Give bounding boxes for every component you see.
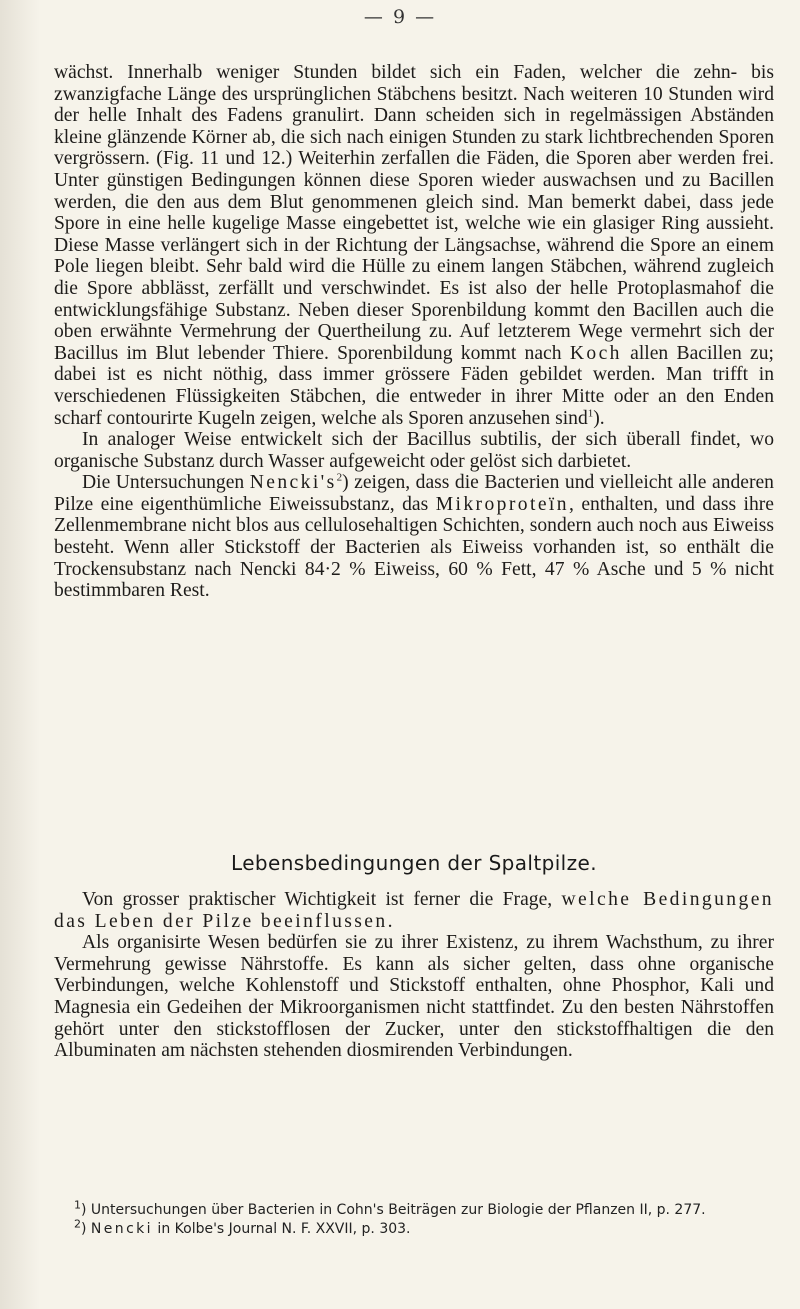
paragraph-text: Von grosser praktischer Wichtigkeit ist ferner die Frage, <box>82 889 553 910</box>
section-heading: Lebensbedingungen der Spaltpilze. <box>231 851 597 875</box>
term-mikroprotein: Mikroproteïn <box>435 493 569 515</box>
paragraph-text: wächst. Innerhalb weniger Stunden bildet sich ein Faden, welcher die zehn- bis zwanzigfache Länge des ursprünglichen Stäbchens besitzt. Nach weiteren 10 Stunden wird der helle Inhalt des Fadens granulirt. Dann scheiden sich in regelmässigen Abständen kleine glänzende Körner ab, die sich nach einigen Stunden zu stark lichtbrechenden Sporen vergrössern. (Fig. 11 und 12.) Weiterhin zerfallen die Fäden, die Sporen aber werden frei. Unter günstigen Bedingungen können diese Sporen wieder auswachsen und zu Bacillen werden, die den aus dem Blut genommenen gleich sind. Man bemerkt dabei, dass jede Spore in eine helle kugelige Masse eingebettet ist, welche wie ein glasiger Ring aussieht. Diese Masse verlängert sich in der Richtung der Längsachse, während die Spore an einem Pole liegen bleibt. Sehr bald wird die Hülle zu einem langen Stäbchen, während zugleich die Spore abblässt, zerfällt und verschwindet. Es ist also der helle Protoplasmahof die entwicklungsfähige Substanz. Neben dieser Sporenbildung kommt den Bacillen auch die oben erwähnte Vermehrung der Quertheilung zu. Auf letzterem Wege vermehrt sich der Bacillus im Blut lebender Thiere. Sporenbildung kommt nach <box>54 62 774 364</box>
author-name-koch: Koch <box>569 342 622 364</box>
paragraph-text: allen Bacillen zu; dabei ist es nicht nöthig, dass immer grössere Fäden gebildet werden. Man trifft in verschiedenen Flüssigkeiten Stäbchen, die entweder in ihrer Mitte oder an den Enden scharf contourirte Kugeln zeigen, welche als Sporen anzusehen sind <box>54 342 774 429</box>
paragraph-text: , enthalten, und dass ihre Zellenmembrane nicht blos aus cellulosehaltigen Schichten, sondern auch noch aus Eiweiss besteht. Wenn aller Stickstoff der Bacterien als Eiweiss vorhanden ist, so enthält die Trockensubstanz nach Nencki 84·2 % Eiweiss, 60 % Fett, 47 % Asche und 5 % nicht bestimmbaren Rest. <box>54 493 774 602</box>
author-name-nencki: Nencki's <box>249 472 337 494</box>
page-number: — 9 — <box>363 6 437 28</box>
footnote-2 <box>54 1217 774 1239</box>
body-text-bottom <box>54 889 774 1062</box>
paragraph-question <box>54 889 774 932</box>
body-text-top <box>54 62 774 602</box>
footnotes <box>54 1198 774 1239</box>
footnote-mark: 1 <box>74 1198 81 1212</box>
footnote-text: ) Untersuchungen über Bacterien in Cohn's Beiträgen zur Biologie der Pflanzen II, p. 277. <box>81 1202 706 1218</box>
footnote-reference: 1 <box>587 406 594 419</box>
emphasized-question: welche Bedingungen das Leben der Pilze beeinflussen. <box>54 889 774 932</box>
paragraph-bacillus-development <box>54 62 774 429</box>
footnote-mark: 2 <box>74 1217 81 1231</box>
footnote-text: ) <box>81 1221 91 1237</box>
paragraph-bacillus-subtilis: In analoger Weise entwickelt sich der Bacillus subtilis, der sich überall findet, wo organische Substanz durch Wasser aufgeweicht oder gelöst sich darbietet. <box>54 429 774 472</box>
footnote-1 <box>54 1198 774 1220</box>
paragraph-nutrients: Als organisirte Wesen bedürfen sie zu ihrer Existenz, zu ihrem Wachsthum, zu ihrer Vermehrung gewisse Nährstoffe. Es kann als sicher gelten, dass ohne organische Verbindungen, welche Kohlenstoff und Stickstoff enthalten, ohne Phosphor, Kali und Magnesia ein Gedeihen der Mikroorganismen nicht stattfindet. Zu den besten Nährstoffen gehört unter den stickstofflosen der Zucker, unter den stickstoffhaltigen die den Albuminaten am nächsten stehenden diosmirenden Verbindungen. <box>54 932 774 1062</box>
footnote-reference: 2 <box>336 471 343 484</box>
paragraph-nencki <box>54 472 774 602</box>
paragraph-text: ). <box>593 407 605 429</box>
paragraph-text: ) zeigen, dass die Bacterien und vielleicht alle anderen Pilze eine eigenthümliche Eiweissubstanz, das <box>54 472 774 515</box>
paragraph-text: Die Untersuchungen <box>82 472 245 494</box>
footnote-text: in Kolbe's Journal N. F. XXVII, p. 303. <box>152 1221 411 1237</box>
footnote-author: Nencki <box>90 1221 153 1237</box>
